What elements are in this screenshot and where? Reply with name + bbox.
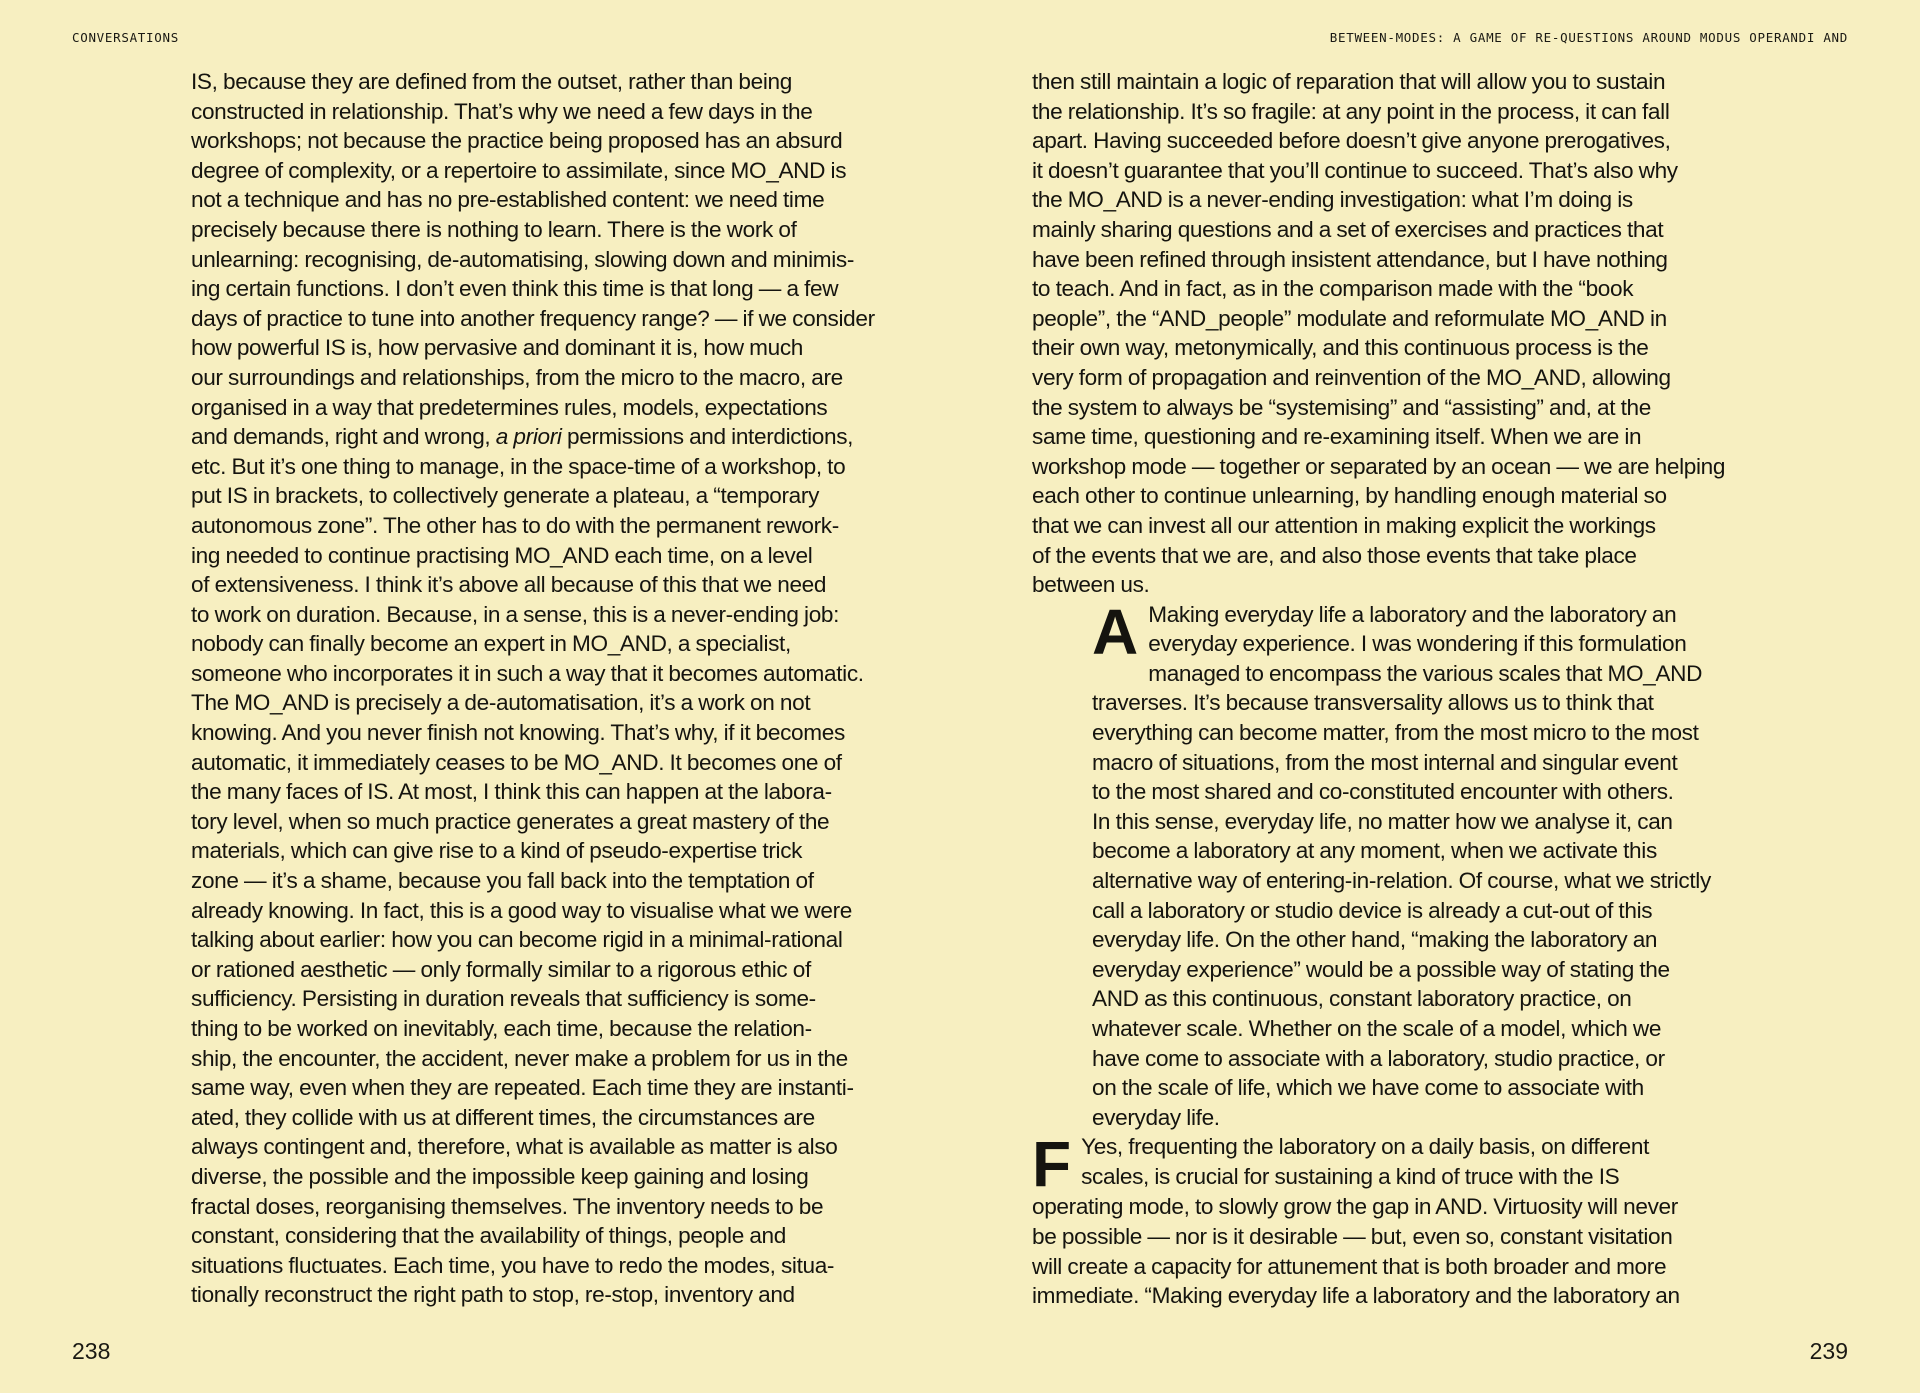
text-line: to the most shared and co-constituted encounter with others. (1092, 779, 1674, 805)
dropcap-a: A (1092, 595, 1139, 668)
text-line: or rationed aesthetic — only formally similar to a rigorous ethic of (191, 956, 811, 982)
text-line: to work on duration. Because, in a sense, this is a never-ending job: (191, 601, 840, 627)
text-line: tionally reconstruct the right path to stop, re-stop, inventory and (191, 1282, 795, 1308)
running-head-right: BETWEEN-MODES: A GAME OF RE-QUESTIONS AROUND MODUS OPERANDI AND (1329, 30, 1848, 45)
text-line: sufficiency. Persisting in duration reveals that sufficiency is some- (191, 986, 816, 1012)
text-line: diverse, the possible and the impossible keep gaining and losing (191, 1163, 809, 1189)
text-line: AND as this continuous, constant laboratory practice, on (1092, 986, 1632, 1012)
text-line: precisely because there is nothing to learn. There is the work of (191, 216, 797, 242)
text-line: macro of situations, from the most internal and singular event (1092, 749, 1678, 775)
text-line: everyday life. (1092, 1104, 1220, 1130)
text-line: traverses. It’s because transversality allows us to think that (1092, 690, 1654, 716)
text-line: autonomous zone”. The other has to do with the permanent rework- (191, 512, 839, 538)
text-line: of the events that we are, and also those events that take place (1032, 542, 1637, 568)
page-number-right: 239 (1809, 1338, 1848, 1364)
text-line: constant, considering that the availability of things, people and (191, 1223, 786, 1249)
text-line: Making everyday life a laboratory and the laboratory an (1148, 601, 1677, 627)
text-line: workshops; not because the practice being proposed has an absurd (191, 128, 843, 154)
text-line: will create a capacity for attunement that is both broader and more (1032, 1253, 1667, 1279)
text-line: zone — it’s a shame, because you fall back into the temptation of (191, 868, 814, 894)
text-segment: and demands, right and wrong, (191, 424, 491, 450)
text-line: not a technique and has no pre-established content: we need time (191, 187, 825, 213)
text-line: Yes, frequenting the laboratory on a daily basis, on different (1081, 1134, 1650, 1160)
text-line: knowing. And you never finish not knowing. That’s why, if it becomes (191, 720, 845, 746)
text-line: always contingent and, therefore, what is available as matter is also (191, 1134, 838, 1160)
text-line: whatever scale. Whether on the scale of a model, which we (1092, 1016, 1662, 1041)
text-line: people”, the “AND_people” modulate and reformulate MO_AND in (1032, 305, 1667, 331)
text-line: scales, is crucial for sustaining a kind of truce with the IS (1081, 1163, 1620, 1189)
text-line: how powerful IS is, how pervasive and dominant it is, how much (191, 335, 804, 361)
text-line: have come to associate with a laboratory, studio practice, or (1092, 1045, 1665, 1071)
text-line-italic (191, 422, 911, 452)
text-line: ship, the encounter, the accident, never make a problem for us in the (191, 1045, 848, 1071)
text-line: In this sense, everyday life, no matter how we analyse it, can (1092, 808, 1673, 834)
text-line: already knowing. In fact, this is a good way to visualise what we were (191, 897, 852, 923)
text-line: operating mode, to slowly grow the gap in AND. Virtuosity will never (1032, 1194, 1678, 1220)
text-line: ated, they collide with us at different times, the circumstances are (191, 1104, 815, 1130)
dropcap-f: F (1032, 1128, 1072, 1201)
text-line: organised in a way that predetermines rules, models, expectations (191, 394, 828, 420)
text-line: it doesn’t guarantee that you’ll continue to succeed. That’s also why (1032, 157, 1678, 183)
text-line: constructed in relationship. That’s why we need a few days in the (191, 98, 813, 124)
text-line: become a laboratory at any moment, when we activate this (1092, 838, 1657, 864)
text-line: same way, even when they are repeated. Each time they are instanti- (191, 1075, 854, 1101)
text-line: the MO_AND is a never-ending investigation: what I’m doing is (1032, 187, 1633, 213)
text-line: on the scale of life, which we have come to associate with (1092, 1075, 1644, 1101)
text-line: tory level, when so much practice generates a great mastery of the (191, 808, 830, 834)
text-line: materials, which can give rise to a kind of pseudo-expertise trick (191, 838, 803, 864)
page-number-left: 238 (72, 1338, 111, 1364)
text-line: call a laboratory or studio device is already a cut-out of this (1092, 897, 1653, 923)
text-line: same time, questioning and re-examining itself. When we are in (1032, 424, 1642, 450)
text-line: then still maintain a logic of reparation that will allow you to sustain (1032, 69, 1666, 94)
text-line: everyday experience. I was wondering if this formulation (1148, 631, 1687, 657)
text-line: between us. (1032, 572, 1150, 598)
text-segment: permissions and interdictions, (561, 424, 854, 450)
text-line: someone who incorporates it in such a way that it becomes automatic. (191, 660, 864, 686)
speaker-a-paragraph (1032, 595, 1757, 1133)
text-line: degree of complexity, or a repertoire to assimilate, since MO_AND is (191, 157, 847, 183)
text-line: talking about earlier: how you can become rigid in a minimal-rational (191, 927, 843, 953)
italic-phrase: a priori (495, 424, 562, 450)
text-line: automatic, it immediately ceases to be MO_AND. It becomes one of (191, 749, 842, 775)
running-head-left: CONVERSATIONS (72, 30, 179, 45)
text-line: etc. But it’s one thing to manage, in the space-time of a workshop, to (191, 453, 846, 479)
text-line: be possible — nor is it desirable — but, even so, constant visitation (1032, 1223, 1673, 1249)
text-line: put IS in brackets, to collectively generate a plateau, a “temporary (191, 483, 820, 509)
text-line: ing needed to continue practising MO_AND each time, on a level (191, 542, 813, 568)
text-line: very form of propagation and reinvention of the MO_AND, allowing (1032, 364, 1671, 390)
text-line: situations fluctuates. Each time, you have to redo the modes, situa- (191, 1252, 835, 1278)
text-line: apart. Having succeeded before doesn’t give anyone prerogatives, (1032, 128, 1671, 154)
text-line: everyday experience” would be a possible way of stating the (1092, 956, 1670, 982)
text-line: IS, because they are defined from the outset, rather than being (191, 69, 792, 94)
text-line: managed to encompass the various scales that MO_AND (1148, 660, 1703, 686)
text-line: The MO_AND is precisely a de-automatisation, it’s a work on not (191, 690, 811, 716)
text-line: each other to continue unlearning, by handling enough material so (1032, 483, 1667, 509)
text-line: ing certain functions. I don’t even think this time is that long — a few (191, 276, 839, 302)
text-line: to teach. And in fact, as in the comparison made with the “book (1032, 276, 1634, 302)
text-line: workshop mode — together or separated by an ocean — we are helping (1032, 453, 1726, 479)
text-line: thing to be worked on inevitably, each time, because the relation- (191, 1016, 812, 1041)
text-line: their own way, metonymically, and this continuous process is the (1032, 335, 1649, 361)
text-line: of extensiveness. I think it’s above all because of this that we need (191, 572, 827, 598)
text-line: the many faces of IS. At most, I think this can happen at the labora- (191, 779, 832, 805)
text-line: immediate. “Making everyday life a laboratory and the laboratory an (1032, 1283, 1680, 1309)
text-line: fractal doses, reorganising themselves. The inventory needs to be (191, 1193, 824, 1219)
left-page-text (191, 67, 911, 1310)
text-line: our surroundings and relationships, from the micro to the macro, are (191, 364, 843, 390)
text-line: that we can invest all our attention in making explicit the workings (1032, 512, 1656, 538)
text-line: nobody can finally become an expert in MO_AND, a specialist, (191, 631, 791, 657)
text-line: unlearning: recognising, de-automatising, slowing down and minimis- (191, 246, 855, 272)
text-line: alternative way of entering-in-relation. Of course, what we strictly (1092, 868, 1711, 894)
text-line: have been refined through insistent attendance, but I have nothing (1032, 246, 1668, 272)
text-line: everyday life. On the other hand, “making the laboratory an (1092, 927, 1658, 953)
right-page-text (1032, 67, 1757, 1311)
text-line: days of practice to tune into another frequency range? — if we consider (191, 305, 875, 331)
text-line: everything can become matter, from the most micro to the most (1092, 720, 1699, 746)
text-line: mainly sharing questions and a set of exercises and practices that (1032, 216, 1664, 242)
text-line: the system to always be “systemising” and “assisting” and, at the (1032, 394, 1651, 420)
text-line: the relationship. It’s so fragile: at any point in the process, it can fall (1032, 98, 1670, 124)
speaker-f-paragraph (1032, 1128, 1757, 1310)
